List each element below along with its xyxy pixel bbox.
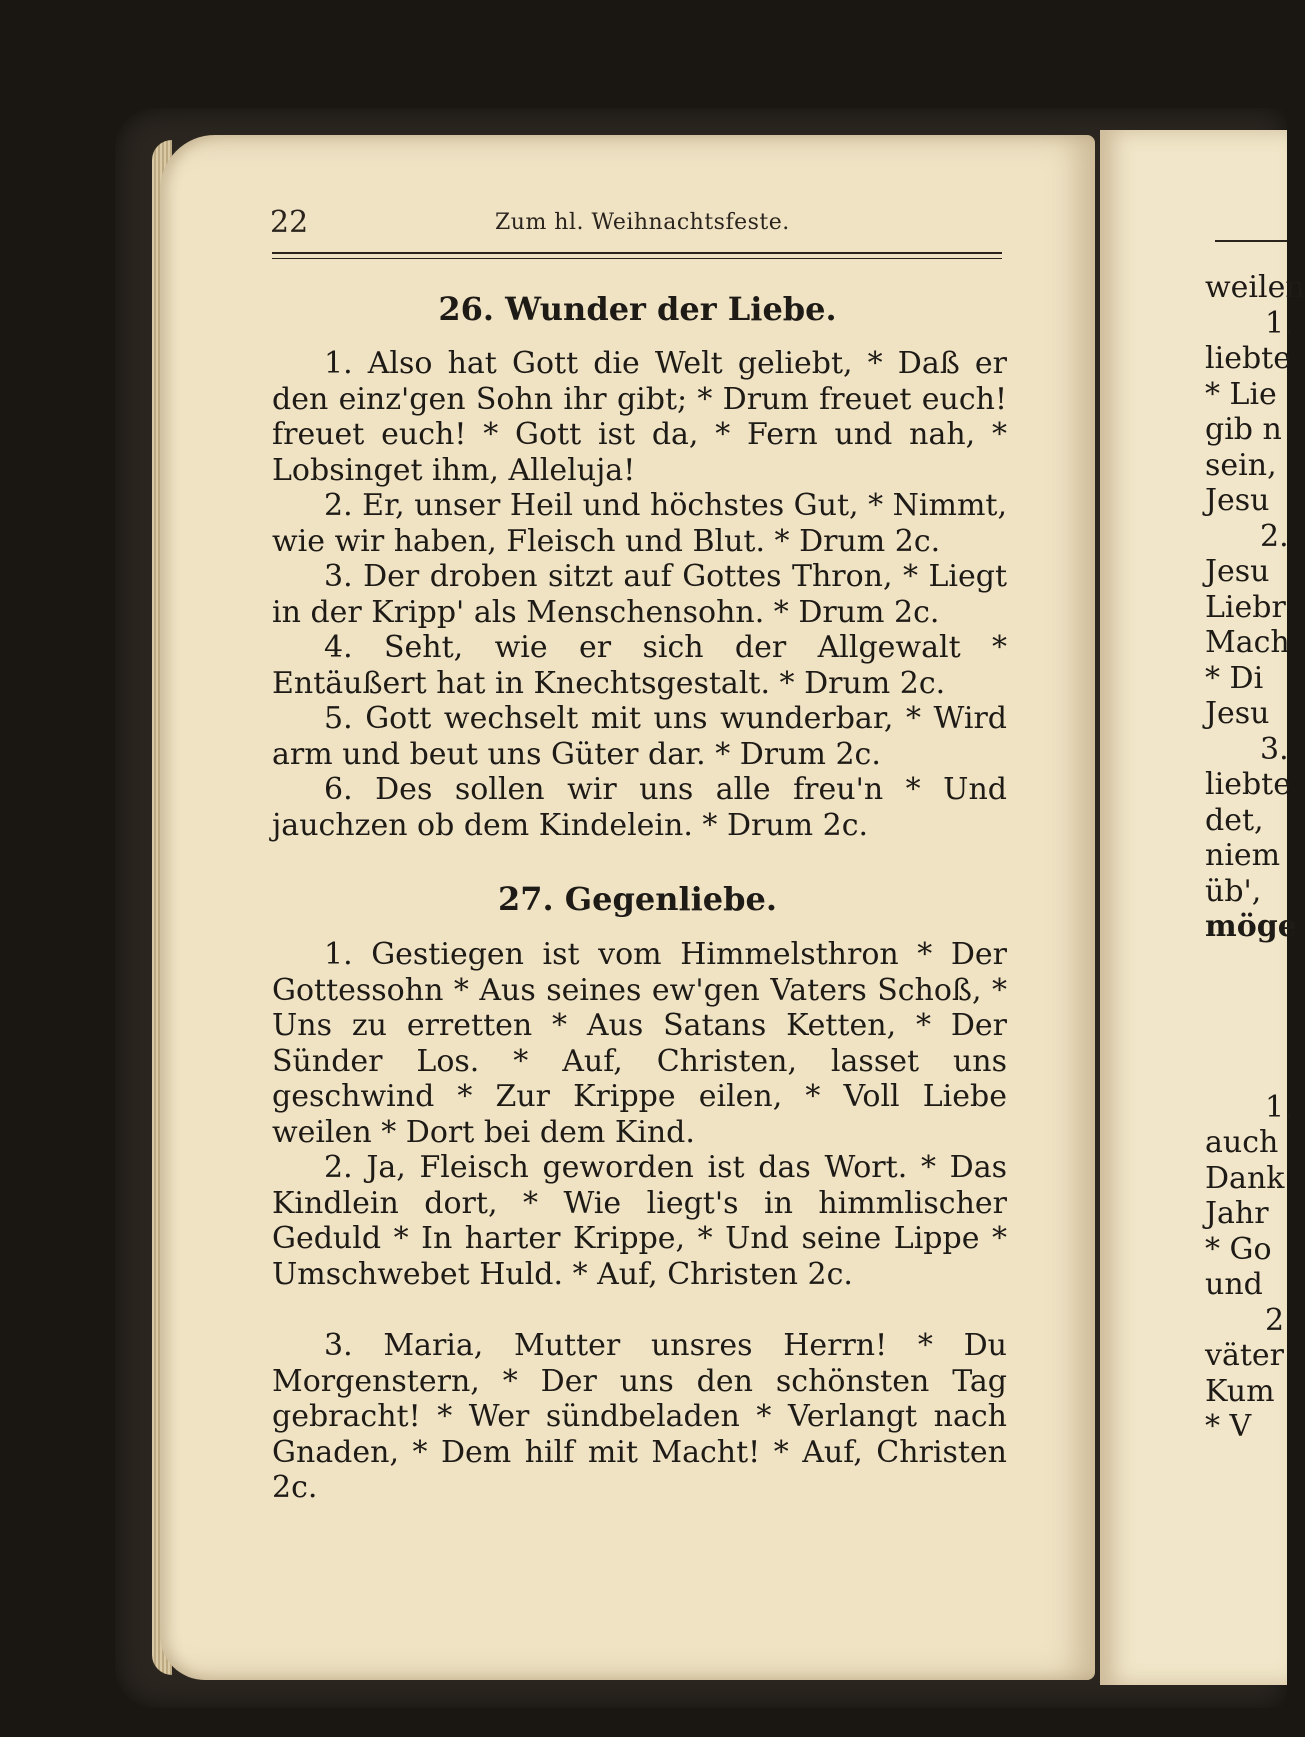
- verse: 3. Der droben sitzt auf Gottes Thron, * Liegt in der Kripp' als Menschensohn. * Drum 2c.: [272, 559, 1007, 630]
- text-fragment: weilen: [1205, 270, 1305, 305]
- text-fragment: Jesu: [1205, 554, 1270, 589]
- text-fragment: 2.: [1260, 518, 1289, 554]
- text-fragment: möge: [1205, 909, 1297, 944]
- text-fragment: und: [1205, 1267, 1263, 1302]
- text-fragment: Jesu: [1205, 483, 1270, 518]
- right-page-text: [1205, 270, 1305, 1445]
- text-fragment: * V: [1205, 1409, 1252, 1444]
- text-fragment: Jahr: [1205, 1196, 1269, 1231]
- verse: 1. Also hat Gott die Welt geliebt, * Daß er den einz'gen Sohn ihr gibt; * Drum freuet euch! freuet euch! * Gott ist da, * Fern und nah, * Lobsinget ihm, Alleluja!: [272, 346, 1007, 488]
- text-fragment: * Di: [1205, 660, 1264, 696]
- verse: 2. Er, unser Heil und höchstes Gut, * Nimmt, wie wir haben, Fleisch und Blut. * Drum 2c.: [272, 488, 1007, 559]
- verse: 6. Des sollen wir uns alle freu'n * Und jauchzen ob dem Kindelein. * Drum 2c.: [272, 772, 1007, 843]
- text-fragment: 1.: [1265, 305, 1294, 341]
- text-fragment: Kum: [1205, 1373, 1275, 1409]
- running-head: Zum hl. Weihnachtsfeste.: [495, 210, 790, 235]
- spacer: [1205, 945, 1295, 1090]
- text-fragment: Dank: [1205, 1160, 1285, 1196]
- text-fragment: üb',: [1205, 873, 1262, 909]
- text-fragment: väter: [1205, 1338, 1284, 1373]
- text-fragment: Liebr: [1205, 589, 1286, 625]
- page-number: 22: [270, 205, 309, 240]
- text-fragment: 1.: [1265, 1089, 1294, 1125]
- text-fragment: liebte: [1205, 767, 1291, 802]
- text-fragment: niem: [1205, 838, 1281, 873]
- text-fragment: * Lie: [1205, 376, 1277, 412]
- verse: 4. Seht, wie er sich der Allgewalt * Entäußert hat in Knechtsgestalt. * Drum 2c.: [272, 630, 1007, 701]
- text-fragment: 3.: [1260, 731, 1289, 767]
- text-fragment: Jesu: [1205, 696, 1270, 731]
- hymn-title: 26. Wunder der Liebe.: [438, 290, 837, 328]
- verse: 1. Gestiegen ist vom Himmelsthron * Der Gottessohn * Aus seines ew'gen Vaters Schoß, * Uns zu erretten * Aus Satans Ketten, * Der Sünder Los. * Auf, Christen, lasset uns geschwind * Zur Krippe eilen, * Voll Liebe weilen * Dort bei dem Kind.: [272, 937, 1007, 1150]
- verse: 3. Maria, Mutter unsres Herrn! * Du Morgenstern, * Der uns den schönsten Tag gebracht! * Wer sündbeladen * Verlangt nach Gnaden, * Dem hilf mit Macht! * Auf, Christen 2c.: [272, 1328, 1007, 1505]
- text-fragment: auch: [1205, 1125, 1279, 1160]
- text-fragment: 2: [1265, 1302, 1285, 1338]
- hymn-title: 27. Gegenliebe.: [497, 880, 778, 918]
- text-fragment: * Go: [1205, 1231, 1272, 1267]
- text-fragment: det,: [1205, 802, 1264, 838]
- text-fragment: Mach: [1205, 625, 1290, 660]
- verse: 5. Gott wechselt mit uns wunderbar, * Wird arm und beut uns Güter dar. * Drum 2c.: [272, 701, 1007, 772]
- text-fragment: liebte: [1205, 341, 1291, 376]
- right-header-rule: [1215, 240, 1287, 242]
- verse: 2. Ja, Fleisch geworden ist das Wort. * Das Kindlein dort, * Wie liegt's in himmlischer Geduld * In harter Krippe, * Und seine Lippe * Umschwebet Huld. * Auf, Christen 2c.: [272, 1150, 1007, 1292]
- text-fragment: gib n: [1205, 412, 1282, 447]
- header-rule: [272, 252, 1002, 259]
- text-fragment: sein,: [1205, 447, 1277, 483]
- page-header: [270, 205, 1005, 245]
